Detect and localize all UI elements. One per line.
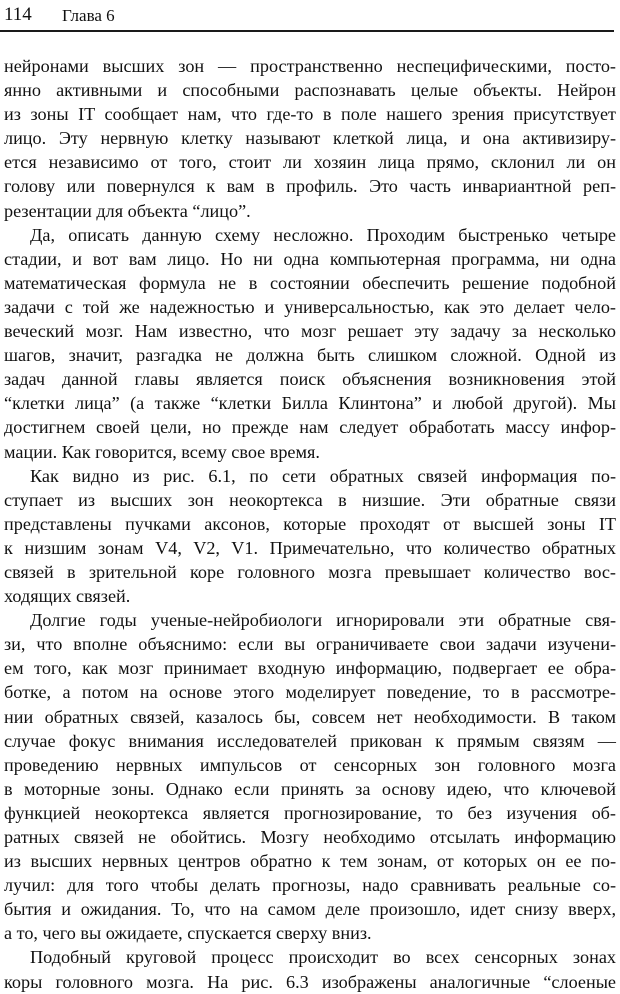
text-line: лицо. Эту нервную клетку называют клеткой лица, и она активизиру- [4, 128, 616, 149]
text-line: резентации для объекта “лицо”. [4, 200, 251, 221]
text-line: ратных связей не обойтись. Мозгу необходимо отсылать информацию [4, 827, 616, 847]
text-line: ступает из высших зон неокортекса в низшие. Эти обратные связи [4, 489, 616, 510]
paragraph [4, 223, 616, 464]
text-line: достигнем своей цели, но прежде нам следует обработать массу инфор- [4, 417, 616, 438]
text-line: Долгие годы ученые-нейробиологи игнорировали эти обратные свя- [30, 610, 616, 631]
text-line: нии обратных связей, казалось бы, совсем нет необходимости. В таком [4, 706, 616, 727]
text-line: функцией неокортекса является прогнозирование, то без изучения об- [4, 802, 616, 823]
text-line: проведению нервных импульсов от сенсорных зон головного мозга [4, 754, 616, 775]
text-line: Подобный круговой процесс происходит во всех сенсорных зонах [30, 947, 616, 968]
text-line: веческий мозг. Нам известно, что мозг решает эту задачу за несколько [4, 321, 616, 342]
text-line: представлены пучками аксонов, которые проходят от высшей зоны IT [4, 513, 616, 534]
paragraph [4, 945, 616, 993]
text-line: Да, описать данную схему несложно. Проходим быстренько четыре [30, 224, 616, 245]
chapter-label: Глава 6 [62, 6, 115, 25]
text-line: коры головного мозга. На рис. 6.3 изображены аналогичные “слоеные [4, 971, 616, 992]
text-line: шагов, значит, разгадка не должна быть слишком сложной. Одной из [4, 345, 616, 366]
paragraph [4, 464, 616, 609]
text-line: голову или повернулся к вам в профиль. Это часть инвариантной реп- [4, 176, 616, 197]
text-line: янно активными и способными распознавать целые объекты. Нейрон [4, 80, 616, 101]
text-line: связей в зрительной коре головного мозга превышает количество вос- [4, 561, 616, 582]
text-line: ется независимо от того, стоит ли хозяин лица прямо, склонил ли он [4, 152, 616, 173]
text-line: к низшим зонам V4, V2, V1. Примечательно, что количество обратных [4, 537, 616, 558]
header-rule [0, 30, 614, 32]
body-text [4, 54, 616, 994]
text-line: бытия и ожидания. То, что на самом деле произошло, идет снизу вверх, [4, 899, 616, 920]
page-number: 114 [4, 4, 32, 25]
page-header [0, 0, 620, 34]
text-line: в моторные зоны. Однако если принять за основу идею, что ключевой [4, 778, 616, 799]
text-line: ходящих связей. [4, 586, 131, 607]
text-line: стадии, и вот вам лицо. Но ни одна компьютерная программа, ни одна [4, 248, 616, 269]
text-line: “клетки лица” (а также “клетки Билла Клинтона” и любой другой). Мы [4, 393, 616, 414]
text-line: из зоны IT сообщает нам, что где-то в поле нашего зрения присутствует [4, 104, 616, 125]
text-line: математическая формула не в состоянии обеспечить решение подобной [4, 272, 616, 293]
text-line: зи, что вполне объяснимо: если вы ограничиваете свои задачи изучени- [4, 634, 616, 655]
text-line: из высших нервных центров обратно к тем зонам, от которых он ее по- [4, 851, 616, 872]
paragraph [4, 608, 616, 945]
text-line: случае фокус внимания исследователей прикован к прямым связям — [4, 730, 616, 751]
text-line: Как видно из рис. 6.1, по сети обратных связей информация по- [30, 465, 616, 486]
text-line: лучил: для того чтобы делать прогнозы, надо сравнивать реальные со- [4, 875, 616, 896]
text-line: задачи с той же надежностью и универсальностью, как это делает чело- [4, 296, 616, 317]
text-line: нейронами высших зон — пространственно неспецифическими, посто- [4, 56, 616, 76]
text-line: мации. Как говорится, всему свое время. [4, 441, 320, 462]
text-line: ем того, как мозг принимает входную информацию, подвергает ее обра- [4, 658, 616, 679]
text-line: а то, чего вы ожидаете, спускается сверху вниз. [4, 923, 372, 944]
paragraph [4, 54, 616, 223]
text-line: ботке, а потом на основе этого моделирует поведение, то в рассмотре- [4, 682, 616, 703]
text-line: задач данной главы является поиск объяснения возникновения этой [4, 369, 616, 390]
